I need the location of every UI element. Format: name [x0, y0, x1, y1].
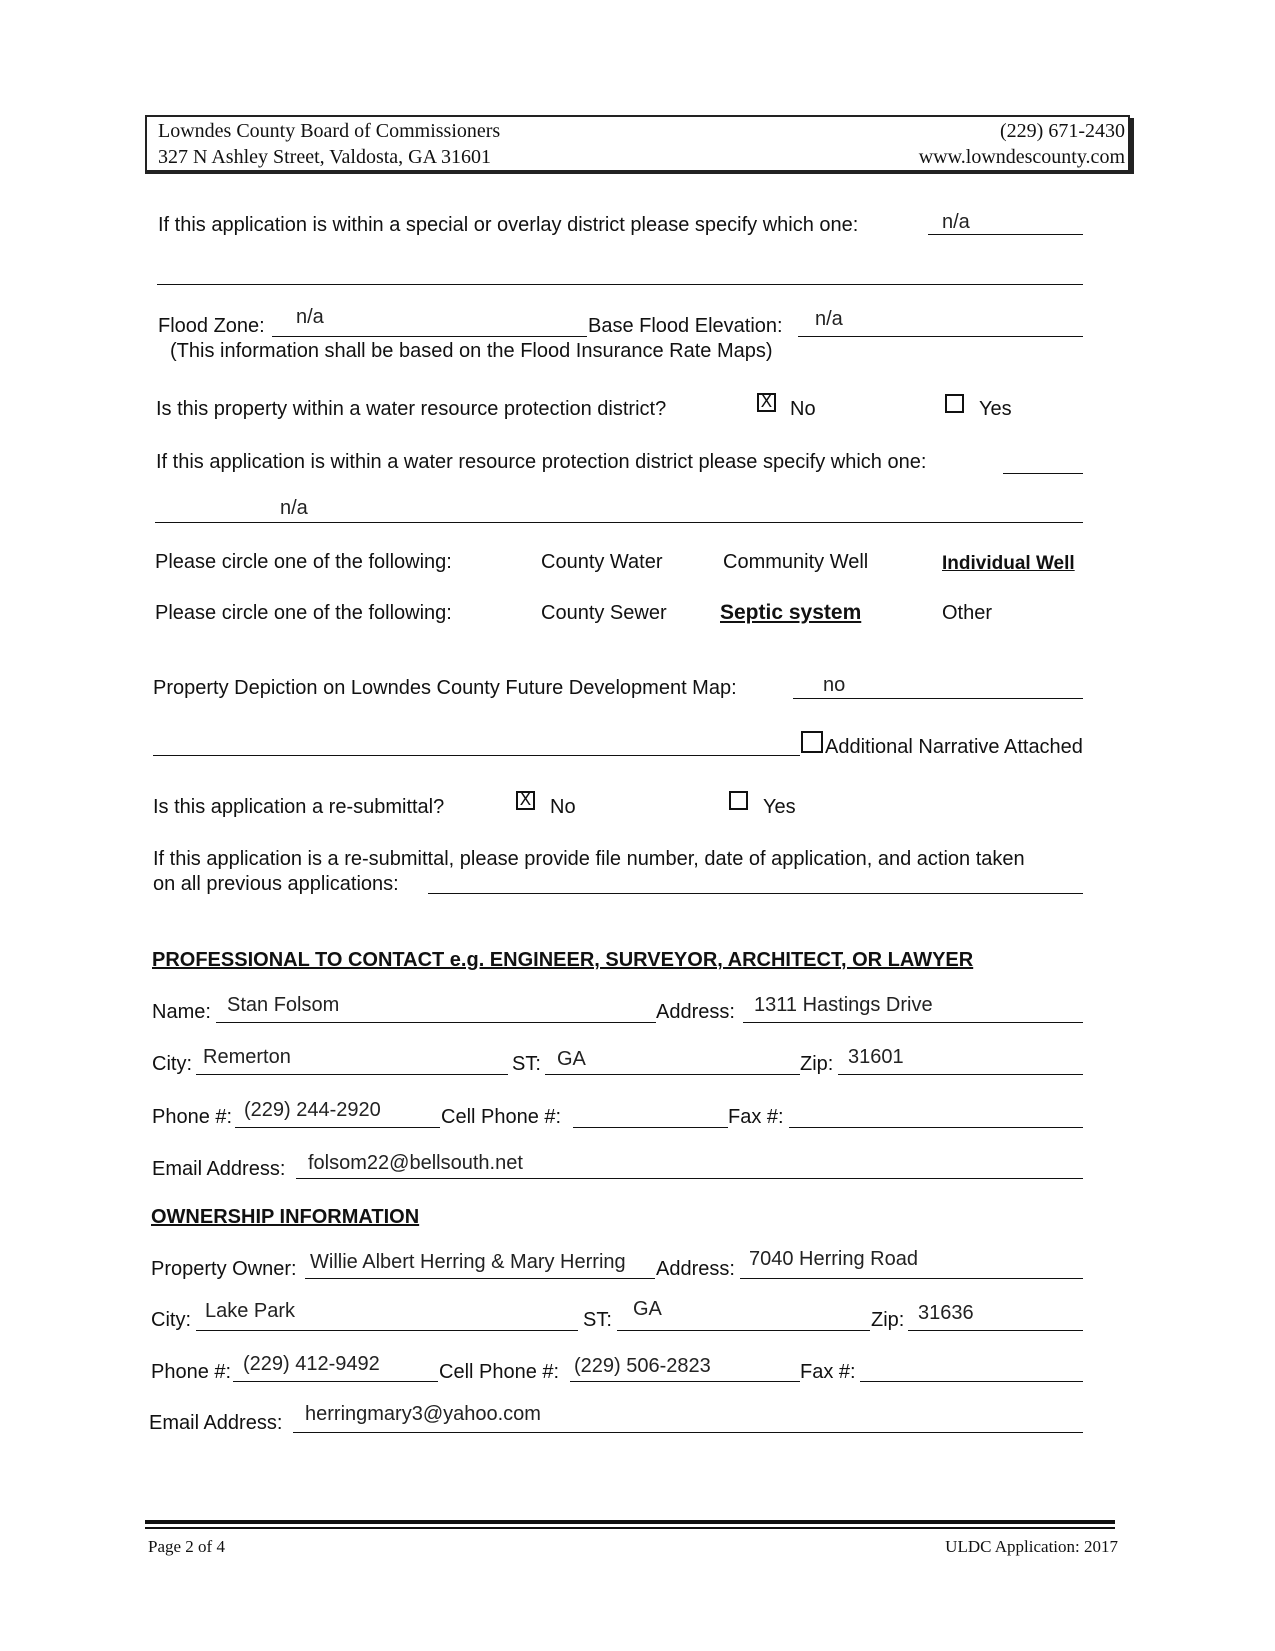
ownership-cell-value[interactable]: (229) 506-2823: [574, 1355, 711, 1377]
ownership-phone-value[interactable]: (229) 412-9492: [243, 1353, 380, 1375]
professional-city-label: City:: [152, 1053, 192, 1075]
resubmittal-question: Is this application a re-submittal?: [153, 796, 445, 818]
sewer-septic-system[interactable]: Septic system: [720, 601, 862, 624]
professional-address-line: [743, 1022, 1083, 1023]
flood-zone-label: Flood Zone:: [158, 315, 265, 337]
professional-name-line: [216, 1022, 656, 1023]
water-source-label: Please circle one of the following:: [155, 551, 452, 573]
ownership-email-label: Email Address:: [149, 1412, 283, 1434]
water-district-question: Is this property within a water resource protection district?: [156, 398, 667, 420]
professional-phone-line: [235, 1127, 440, 1128]
water-district-specify-value[interactable]: n/a: [280, 497, 308, 519]
base-flood-elevation-label: Base Flood Elevation:: [588, 315, 783, 337]
water-district-specify-label: If this application is within a water resource protection district please specify which one:: [156, 451, 927, 473]
ownership-cell-line: [570, 1381, 800, 1382]
resubmittal-yes-label: Yes: [763, 796, 796, 818]
ownership-city-line: [196, 1330, 578, 1331]
professional-name-label: Name:: [152, 1001, 211, 1023]
water-district-specify-line: [1003, 473, 1083, 474]
ownership-cell-label: Cell Phone #:: [439, 1361, 560, 1383]
overlay-district-label: If this application is within a special or overlay district please specify which one:: [158, 214, 859, 236]
professional-cell-label: Cell Phone #:: [441, 1106, 562, 1128]
water-source-community-well[interactable]: Community Well: [723, 551, 869, 573]
professional-email-value[interactable]: folsom22@bellsouth.net: [308, 1152, 523, 1174]
ownership-email-line: [293, 1432, 1083, 1433]
professional-fax-line: [789, 1127, 1083, 1128]
base-flood-elevation-value[interactable]: n/a: [815, 308, 843, 330]
future-map-label: Property Depiction on Lowndes County Future Development Map:: [153, 677, 737, 699]
footer-page-number: Page 2 of 4: [148, 1537, 225, 1556]
ownership-owner-value[interactable]: Willie Albert Herring & Mary Herring: [310, 1251, 626, 1273]
water-district-specify-line-2: [155, 522, 1083, 523]
professional-address-value[interactable]: 1311 Hastings Drive: [754, 994, 933, 1016]
professional-city-value[interactable]: Remerton: [203, 1046, 291, 1068]
professional-zip-label: Zip:: [800, 1053, 834, 1075]
professional-st-line: [545, 1074, 800, 1075]
sewer-other[interactable]: Other: [942, 602, 993, 624]
sewer-county-sewer[interactable]: County Sewer: [541, 602, 667, 624]
ownership-st-value[interactable]: GA: [633, 1298, 662, 1320]
org-address: 327 N Ashley Street, Valdosta, GA 31601: [158, 146, 491, 168]
water-district-yes-checkbox[interactable]: [945, 394, 964, 413]
professional-cell-line: [573, 1127, 728, 1128]
header-shadow-right: [1130, 118, 1134, 174]
water-source-county-water[interactable]: County Water: [541, 551, 663, 573]
ownership-heading: OWNERSHIP INFORMATION: [151, 1206, 420, 1228]
resubmittal-yes-checkbox[interactable]: [729, 791, 748, 810]
footer-rule-thin: [145, 1527, 1115, 1529]
header-shadow: [145, 171, 1134, 174]
flood-zone-line: [272, 336, 587, 337]
ownership-address-label: Address:: [656, 1258, 735, 1280]
ownership-fax-label: Fax #:: [800, 1361, 856, 1383]
footer-rule-thick: [145, 1520, 1115, 1524]
professional-address-label: Address:: [656, 1001, 735, 1023]
base-flood-elevation-line: [798, 336, 1083, 337]
ownership-phone-line: [233, 1381, 438, 1382]
ownership-zip-value[interactable]: 31636: [918, 1302, 974, 1324]
ownership-owner-line: [305, 1278, 655, 1279]
professional-zip-line: [838, 1074, 1083, 1075]
sewer-label: Please circle one of the following:: [155, 602, 452, 624]
ownership-st-line: [617, 1330, 870, 1331]
water-source-individual-well[interactable]: Individual Well: [942, 553, 1075, 574]
resubmittal-details-line2: on all previous applications:: [153, 873, 399, 895]
org-name: Lowndes County Board of Commissioners: [158, 120, 501, 142]
professional-name-value[interactable]: Stan Folsom: [227, 994, 340, 1016]
ownership-zip-line: [908, 1330, 1083, 1331]
resubmittal-no-label: No: [550, 796, 576, 818]
narrative-line: [153, 755, 800, 756]
ownership-email-value[interactable]: herringmary3@yahoo.com: [305, 1403, 541, 1425]
professional-st-value[interactable]: GA: [557, 1048, 586, 1070]
overlay-district-line-2: [157, 284, 1083, 285]
ownership-st-label: ST:: [583, 1309, 612, 1331]
resubmittal-details-line1: If this application is a re-submittal, please provide file number, date of application, and action taken: [153, 848, 1025, 870]
additional-narrative-checkbox[interactable]: [801, 731, 823, 753]
ownership-address-line: [740, 1278, 1083, 1279]
future-map-line: [793, 698, 1083, 699]
overlay-district-line: [928, 234, 1083, 235]
professional-phone-value[interactable]: (229) 244-2920: [244, 1099, 381, 1121]
water-district-yes-label: Yes: [979, 398, 1012, 420]
professional-zip-value[interactable]: 31601: [848, 1046, 904, 1068]
flood-note: (This information shall be based on the Flood Insurance Rate Maps): [170, 340, 773, 362]
footer-form-name: ULDC Application: 2017: [945, 1537, 1118, 1556]
professional-city-line: [196, 1074, 508, 1075]
professional-heading: PROFESSIONAL TO CONTACT e.g. ENGINEER, SURVEYOR, ARCHITECT, OR LAWYER: [152, 949, 974, 971]
professional-email-line: [296, 1178, 1083, 1179]
resubmittal-no-checkbox[interactable]: X: [516, 791, 535, 810]
resubmittal-details-line: [428, 893, 1083, 894]
professional-fax-label: Fax #:: [728, 1106, 784, 1128]
professional-st-label: ST:: [512, 1053, 541, 1075]
ownership-address-value[interactable]: 7040 Herring Road: [749, 1248, 918, 1270]
ownership-city-label: City:: [151, 1309, 191, 1331]
future-map-value[interactable]: no: [823, 674, 846, 696]
water-district-no-label: No: [790, 398, 816, 420]
ownership-zip-label: Zip:: [871, 1309, 905, 1331]
ownership-city-value[interactable]: Lake Park: [205, 1300, 296, 1322]
additional-narrative-label: Additional Narrative Attached: [825, 736, 1083, 758]
ownership-fax-line: [860, 1381, 1083, 1382]
ownership-owner-label: Property Owner:: [151, 1258, 297, 1280]
water-district-no-checkbox[interactable]: X: [757, 393, 776, 412]
ownership-phone-label: Phone #:: [151, 1361, 232, 1383]
professional-phone-label: Phone #:: [152, 1106, 233, 1128]
flood-zone-value[interactable]: n/a: [296, 306, 324, 328]
professional-email-label: Email Address:: [152, 1158, 286, 1180]
org-phone: (229) 671-2430: [1000, 120, 1125, 142]
overlay-district-value[interactable]: n/a: [942, 211, 970, 233]
org-website: www.lowndescounty.com: [918, 146, 1125, 168]
